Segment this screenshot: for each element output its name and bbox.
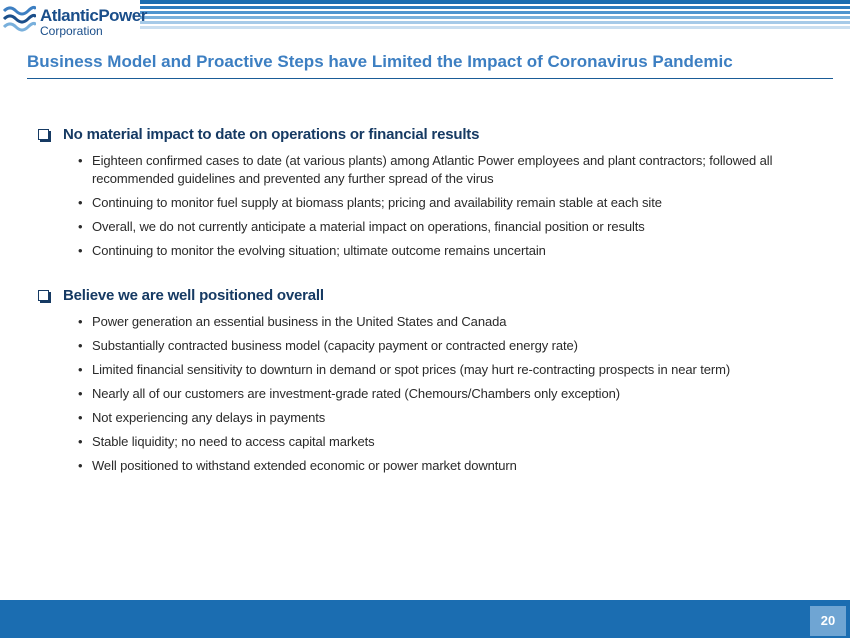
header-stripe — [140, 16, 850, 19]
list-item-text: Overall, we do not currently anticipate a material impact on operations, financial position or results — [92, 219, 645, 234]
bullet-glyph: • — [78, 338, 83, 353]
list-item — [36, 242, 796, 260]
bullet-list — [36, 152, 796, 260]
section-heading-text: Believe we are well positioned overall — [63, 286, 324, 304]
title-divider — [27, 78, 833, 79]
company-logo — [0, 0, 147, 42]
list-item-text: Well positioned to withstand extended economic or power market downturn — [92, 458, 517, 473]
bullet-glyph: • — [78, 314, 83, 329]
header-stripe — [140, 21, 850, 24]
bullet-glyph: • — [78, 219, 83, 234]
list-item — [36, 218, 796, 236]
checkbox-bullet-icon — [38, 129, 49, 140]
header-stripe — [140, 0, 850, 4]
header-stripe — [140, 26, 850, 29]
list-item — [36, 385, 796, 403]
list-item — [36, 337, 796, 355]
checkbox-bullet-icon — [38, 290, 49, 301]
bullet-glyph: • — [78, 153, 83, 168]
page-number: 20 — [810, 606, 846, 636]
list-item-text: Limited financial sensitivity to downturn in demand or spot prices (may hurt re-contracting prospects in near term) — [92, 362, 731, 377]
bullet-glyph: • — [78, 386, 83, 401]
logo-subtitle: Corporation — [40, 24, 103, 38]
list-item-text: Not experiencing any delays in payments — [92, 410, 326, 425]
list-item-text: Continuing to monitor the evolving situation; ultimate outcome remains uncertain — [92, 243, 546, 258]
bullet-list — [36, 313, 796, 475]
slide-content — [36, 124, 796, 481]
list-item — [36, 409, 796, 427]
list-item-text: Continuing to monitor fuel supply at biomass plants; pricing and availability remain stable at each site — [92, 195, 662, 210]
list-item — [36, 361, 796, 379]
bullet-glyph: • — [78, 458, 83, 473]
section-operations — [36, 124, 796, 260]
list-item — [36, 313, 796, 331]
section-heading — [36, 285, 796, 305]
bullet-glyph: • — [78, 362, 83, 377]
list-item — [36, 194, 796, 212]
section-heading — [36, 124, 796, 144]
list-item-text: Eighteen confirmed cases to date (at various plants) among Atlantic Power employees and plant contractors; followed all recommended guidelines and prevented any further spread of the virus — [92, 153, 773, 186]
bullet-glyph: • — [78, 195, 83, 210]
header-stripe — [140, 6, 850, 9]
header-stripe — [140, 11, 850, 14]
list-item — [36, 152, 796, 188]
section-positioning — [36, 285, 796, 475]
footer-band — [0, 600, 850, 638]
wave-logo-icon — [2, 3, 36, 39]
list-item-text: Stable liquidity; no need to access capital markets — [92, 434, 375, 449]
list-item — [36, 457, 796, 475]
bullet-glyph: • — [78, 243, 83, 258]
logo-name: AtlanticPower — [40, 6, 147, 25]
bullet-glyph: • — [78, 434, 83, 449]
list-item-text: Power generation an essential business in the United States and Canada — [92, 314, 507, 329]
list-item-text: Substantially contracted business model (capacity payment or contracted energy rate) — [92, 338, 578, 353]
section-heading-text: No material impact to date on operations or financial results — [63, 125, 480, 143]
list-item — [36, 433, 796, 451]
list-item-text: Nearly all of our customers are investment-grade rated (Chemours/Chambers only exception) — [92, 386, 620, 401]
page-title: Business Model and Proactive Steps have Limited the Impact of Coronavirus Pandemic — [27, 52, 733, 71]
bullet-glyph: • — [78, 410, 83, 425]
